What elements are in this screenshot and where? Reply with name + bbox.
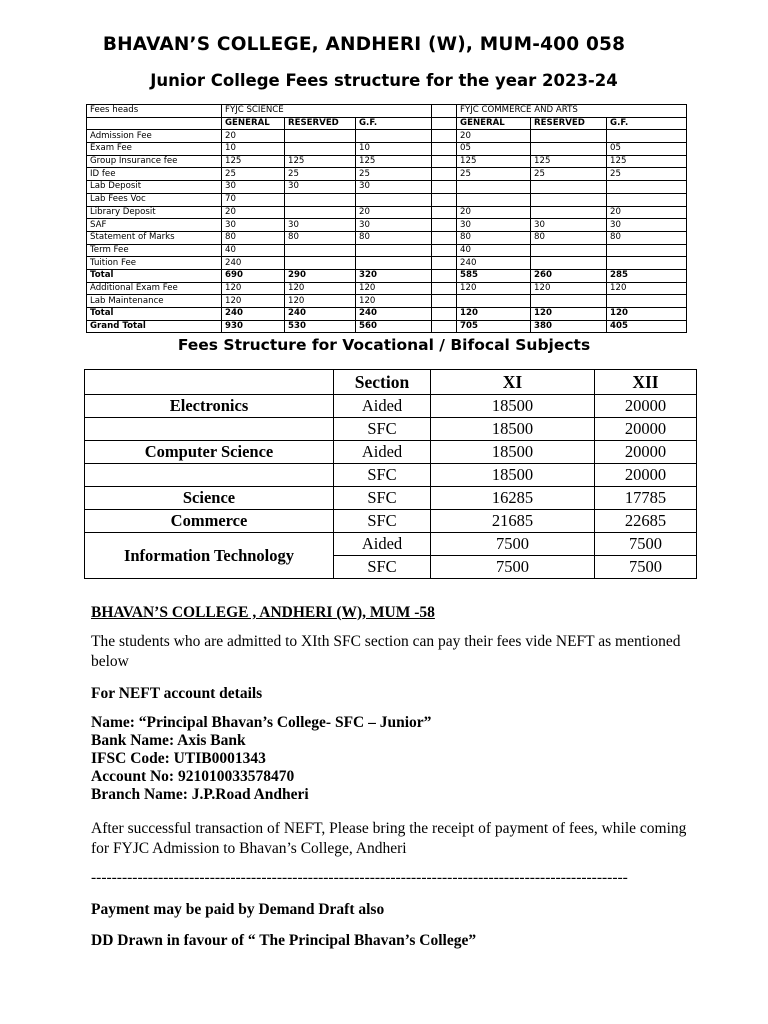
com-general-header: GENERAL	[457, 117, 531, 130]
fee-value-cell: 80	[285, 231, 356, 244]
fee-row	[87, 269, 687, 282]
fee-value-cell	[285, 244, 356, 257]
voc-subject-cell: Commerce	[85, 510, 334, 533]
fee-value-cell	[457, 193, 531, 206]
fee-table	[86, 104, 687, 333]
voc-row	[85, 395, 697, 418]
fee-value-cell: 25	[356, 168, 432, 181]
fee-value-cell	[356, 244, 432, 257]
voc-row	[85, 533, 697, 556]
spacer-cell	[432, 257, 457, 270]
voc-xi-cell: 18500	[431, 395, 595, 418]
com-reserved-header: RESERVED	[531, 117, 607, 130]
voc-section-cell: SFC	[334, 418, 431, 441]
fee-value-cell	[607, 181, 687, 194]
fee-value-cell: 240	[457, 257, 531, 270]
fee-value-cell	[531, 244, 607, 257]
fee-value-cell: 70	[222, 193, 285, 206]
fee-head-cell: Total	[87, 269, 222, 282]
fee-table-group-header	[87, 105, 687, 118]
fee-row	[87, 320, 687, 333]
fee-value-cell	[356, 257, 432, 270]
voc-xi-cell: 7500	[431, 533, 595, 556]
fees-heads-header: Fees heads	[87, 105, 222, 118]
fee-value-cell: 30	[356, 219, 432, 232]
fee-head-cell: Statement of Marks	[87, 231, 222, 244]
voc-xi-cell: 7500	[431, 556, 595, 579]
fee-row	[87, 155, 687, 168]
demand-draft-note: Payment may be paid by Demand Draft also	[91, 901, 385, 918]
fee-value-cell	[607, 193, 687, 206]
fee-value-cell	[356, 193, 432, 206]
voc-xii-cell: 22685	[595, 510, 697, 533]
spacer-cell	[432, 168, 457, 181]
spacer-cell	[432, 206, 457, 219]
voc-xii-cell: 20000	[595, 464, 697, 487]
blank-header	[85, 370, 334, 395]
voc-subject-cell	[85, 418, 334, 441]
spacer-cell	[432, 143, 457, 156]
voc-row	[85, 441, 697, 464]
fee-value-cell: 530	[285, 320, 356, 333]
fee-value-cell: 120	[356, 295, 432, 308]
fee-value-cell	[285, 193, 356, 206]
account-number: Account No: 921010033578470	[91, 768, 295, 785]
fee-value-cell: 705	[457, 320, 531, 333]
neft-heading: For NEFT account details	[91, 685, 263, 702]
voc-subject-cell: Information Technology	[85, 533, 334, 579]
fee-value-cell	[531, 130, 607, 143]
voc-section-cell: SFC	[334, 510, 431, 533]
fee-head-cell: Lab Maintenance	[87, 295, 222, 308]
fee-value-cell: 120	[607, 282, 687, 295]
fee-head-cell: Lab Fees Voc	[87, 193, 222, 206]
fee-value-cell	[531, 181, 607, 194]
fee-head-cell: Admission Fee	[87, 130, 222, 143]
fee-value-cell: 30	[607, 219, 687, 232]
fee-value-cell: 05	[457, 143, 531, 156]
college-heading: BHAVAN’S COLLEGE, ANDHERI (W), MUM-400 058	[102, 34, 626, 55]
fee-value-cell	[531, 143, 607, 156]
fee-value-cell: 320	[356, 269, 432, 282]
voc-xi-cell: 18500	[431, 441, 595, 464]
voc-xii-cell: 20000	[595, 418, 697, 441]
fee-value-cell	[285, 206, 356, 219]
fee-value-cell: 240	[222, 257, 285, 270]
fee-value-cell: 40	[457, 244, 531, 257]
fee-value-cell	[607, 130, 687, 143]
fee-value-cell: 560	[356, 320, 432, 333]
fee-value-cell: 260	[531, 269, 607, 282]
fee-value-cell: 20	[356, 206, 432, 219]
fyjc-science-header: FYJC SCIENCE	[222, 105, 432, 118]
fee-value-cell: 80	[531, 231, 607, 244]
spacer-cell	[432, 105, 457, 118]
fee-value-cell: 25	[222, 168, 285, 181]
fee-value-cell: 120	[457, 282, 531, 295]
section-header: Section	[334, 370, 431, 395]
vocational-fees-title: Fees Structure for Vocational / Bifocal Subjects	[177, 336, 591, 354]
fee-head-cell: Group Insurance fee	[87, 155, 222, 168]
fee-value-cell: 120	[531, 308, 607, 321]
spacer-cell	[432, 193, 457, 206]
fee-value-cell: 30	[222, 181, 285, 194]
voc-xi-cell: 18500	[431, 464, 595, 487]
voc-section-cell: Aided	[334, 441, 431, 464]
fee-value-cell: 240	[222, 308, 285, 321]
voc-subject-cell	[85, 464, 334, 487]
voc-xi-cell: 18500	[431, 418, 595, 441]
fee-value-cell: 690	[222, 269, 285, 282]
fee-value-cell	[531, 295, 607, 308]
fee-value-cell: 120	[531, 282, 607, 295]
fee-row	[87, 295, 687, 308]
fee-value-cell: 120	[356, 282, 432, 295]
spacer-cell	[432, 117, 457, 130]
fee-value-cell: 30	[222, 219, 285, 232]
voc-section-cell: SFC	[334, 556, 431, 579]
voc-section-cell: Aided	[334, 395, 431, 418]
fee-row	[87, 219, 687, 232]
fee-head-cell: Grand Total	[87, 320, 222, 333]
fee-head-cell: SAF	[87, 219, 222, 232]
fee-row	[87, 282, 687, 295]
fee-value-cell	[607, 244, 687, 257]
fee-value-cell: 30	[285, 181, 356, 194]
spacer-cell	[432, 181, 457, 194]
spacer-cell	[432, 155, 457, 168]
fee-head-cell: Lab Deposit	[87, 181, 222, 194]
fee-row	[87, 193, 687, 206]
voc-xi-cell: 16285	[431, 487, 595, 510]
fee-value-cell	[285, 257, 356, 270]
fee-value-cell	[457, 295, 531, 308]
fee-head-cell: Library Deposit	[87, 206, 222, 219]
voc-xii-cell: 20000	[595, 395, 697, 418]
sci-general-header: GENERAL	[222, 117, 285, 130]
voc-row	[85, 418, 697, 441]
voc-section-cell: SFC	[334, 464, 431, 487]
account-name: Name: “Principal Bhavan’s College- SFC – Junior”	[91, 714, 432, 731]
fee-value-cell: 40	[222, 244, 285, 257]
spacer-cell	[432, 130, 457, 143]
fee-value-cell: 20	[222, 206, 285, 219]
spacer-cell	[432, 231, 457, 244]
fee-value-cell: 120	[285, 295, 356, 308]
fee-value-cell: 930	[222, 320, 285, 333]
fee-value-cell: 10	[222, 143, 285, 156]
neft-intro-text: The students who are admitted to XIth SFC section can pay their fees vide NEFT as mentioned below	[91, 633, 681, 670]
fee-value-cell: 25	[457, 168, 531, 181]
fee-value-cell	[285, 143, 356, 156]
fee-head-cell: Total	[87, 308, 222, 321]
ifsc-code: IFSC Code: UTIB0001343	[91, 750, 266, 767]
fee-value-cell	[285, 130, 356, 143]
voc-xii-cell: 17785	[595, 487, 697, 510]
fee-value-cell	[457, 181, 531, 194]
fee-head-cell: Tuition Fee	[87, 257, 222, 270]
fee-value-cell: 125	[607, 155, 687, 168]
fee-value-cell: 125	[457, 155, 531, 168]
fee-value-cell: 240	[356, 308, 432, 321]
voc-xi-cell: 21685	[431, 510, 595, 533]
spacer-cell	[432, 269, 457, 282]
dd-favour-note: DD Drawn in favour of “ The Principal Bhavan’s College”	[91, 932, 477, 949]
fee-value-cell: 125	[531, 155, 607, 168]
spacer-cell	[432, 219, 457, 232]
voc-xii-cell: 7500	[595, 533, 697, 556]
fee-value-cell: 05	[607, 143, 687, 156]
fee-value-cell: 380	[531, 320, 607, 333]
fee-value-cell: 30	[457, 219, 531, 232]
fee-value-cell	[607, 295, 687, 308]
fee-row	[87, 308, 687, 321]
fee-row	[87, 168, 687, 181]
spacer-cell	[432, 320, 457, 333]
fee-row	[87, 143, 687, 156]
fee-head-cell: Term Fee	[87, 244, 222, 257]
voc-table-header	[85, 370, 697, 395]
fee-value-cell: 80	[457, 231, 531, 244]
fee-value-cell	[356, 130, 432, 143]
fee-row	[87, 130, 687, 143]
neft-account-details	[91, 714, 691, 804]
fee-value-cell: 20	[457, 130, 531, 143]
branch-name: Branch Name: J.P.Road Andheri	[91, 786, 309, 803]
fee-row	[87, 257, 687, 270]
fee-value-cell: 10	[356, 143, 432, 156]
vocational-fee-table	[84, 369, 697, 579]
fee-value-cell	[607, 257, 687, 270]
fee-value-cell: 120	[285, 282, 356, 295]
sci-reserved-header: RESERVED	[285, 117, 356, 130]
fee-table-sub-header	[87, 117, 687, 130]
fee-value-cell: 30	[531, 219, 607, 232]
spacer-cell	[432, 308, 457, 321]
blank-cell	[87, 117, 222, 130]
fee-value-cell: 20	[222, 130, 285, 143]
fee-value-cell: 80	[356, 231, 432, 244]
xii-header: XII	[595, 370, 697, 395]
voc-row	[85, 510, 697, 533]
fee-row	[87, 244, 687, 257]
fee-value-cell: 120	[222, 295, 285, 308]
bank-name: Bank Name: Axis Bank	[91, 732, 246, 749]
spacer-cell	[432, 282, 457, 295]
fee-head-cell: ID fee	[87, 168, 222, 181]
fee-value-cell: 240	[285, 308, 356, 321]
voc-subject-cell: Electronics	[85, 395, 334, 418]
fee-value-cell: 25	[607, 168, 687, 181]
com-gf-header: G.F.	[607, 117, 687, 130]
fee-value-cell: 25	[285, 168, 356, 181]
fee-value-cell: 120	[457, 308, 531, 321]
voc-row	[85, 487, 697, 510]
fee-value-cell: 125	[356, 155, 432, 168]
fee-row	[87, 206, 687, 219]
fyjc-commerce-arts-header: FYJC COMMERCE AND ARTS	[457, 105, 687, 118]
sci-gf-header: G.F.	[356, 117, 432, 130]
voc-subject-cell: Computer Science	[85, 441, 334, 464]
fee-value-cell: 125	[222, 155, 285, 168]
voc-subject-cell: Science	[85, 487, 334, 510]
voc-section-cell: Aided	[334, 533, 431, 556]
fee-value-cell: 80	[607, 231, 687, 244]
fee-row	[87, 231, 687, 244]
fee-value-cell: 30	[356, 181, 432, 194]
voc-row	[85, 464, 697, 487]
fee-value-cell: 80	[222, 231, 285, 244]
voc-xii-cell: 20000	[595, 441, 697, 464]
fee-value-cell: 20	[457, 206, 531, 219]
fee-value-cell: 25	[531, 168, 607, 181]
college-address-underlined: BHAVAN’S COLLEGE , ANDHERI (W), MUM -58	[91, 604, 435, 621]
fee-value-cell: 125	[285, 155, 356, 168]
fee-value-cell: 20	[607, 206, 687, 219]
xi-header: XI	[431, 370, 595, 395]
fees-structure-title: Junior College Fees structure for the year 2023-24	[150, 71, 618, 90]
fee-head-cell: Exam Fee	[87, 143, 222, 156]
spacer-cell	[432, 244, 457, 257]
voc-section-cell: SFC	[334, 487, 431, 510]
fee-value-cell: 585	[457, 269, 531, 282]
fee-value-cell: 290	[285, 269, 356, 282]
spacer-cell	[432, 295, 457, 308]
fee-value-cell	[531, 206, 607, 219]
fee-value-cell: 30	[285, 219, 356, 232]
fee-head-cell: Additional Exam Fee	[87, 282, 222, 295]
fee-value-cell: 405	[607, 320, 687, 333]
fee-value-cell	[531, 257, 607, 270]
fee-value-cell: 285	[607, 269, 687, 282]
voc-xii-cell: 7500	[595, 556, 697, 579]
after-transaction-text: After successful transaction of NEFT, Please bring the receipt of payment of fees, while coming for FYJC Admission to Bhavan’s College, Andheri	[91, 820, 687, 857]
fee-value-cell	[531, 193, 607, 206]
fee-value-cell: 120	[222, 282, 285, 295]
fee-value-cell: 120	[607, 308, 687, 321]
fee-row	[87, 181, 687, 194]
dashed-divider: --------------------------------------------------------------------------------------------------------	[91, 869, 628, 886]
